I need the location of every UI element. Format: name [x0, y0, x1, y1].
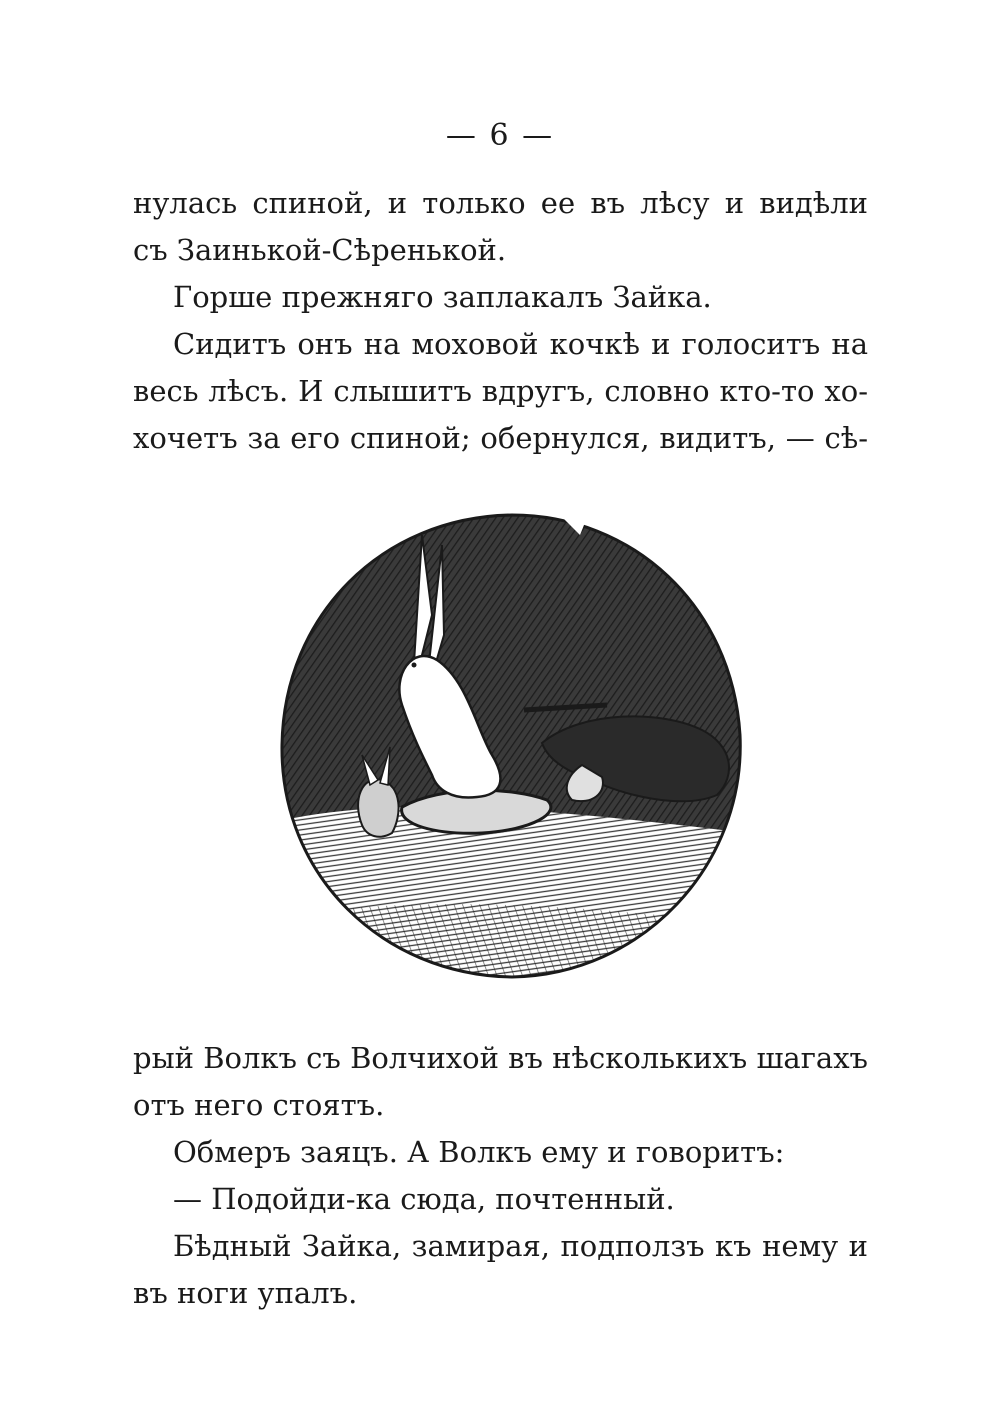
text-line: въ ноги упалъ.	[133, 1276, 358, 1310]
text-line: отъ него стоятъ.	[133, 1088, 385, 1122]
text-line: съ Заинькой-Сѣренькой.	[133, 233, 507, 267]
text-block-bottom	[133, 1035, 868, 1317]
text-line: Бѣдный Зайка, замирая, подползъ къ нему и	[173, 1229, 868, 1263]
page-number: — 6 —	[445, 118, 555, 153]
text-line: Горше прежняго заплакалъ Зайка.	[173, 280, 712, 314]
text-line: Обмеръ заяцъ. А Волкъ ему и говоритъ:	[173, 1135, 785, 1169]
text-line: весь лѣсъ. И слышитъ вдругъ, словно кто-то хо-	[133, 374, 868, 408]
text-line: рый Волкъ съ Волчихой въ нѣсколькихъ шагахъ	[133, 1041, 869, 1075]
text-line: Сидитъ онъ на моховой кочкѣ и голоситъ на	[173, 327, 868, 361]
text-line: нулась спиной, и только ее въ лѣсу и видѣли	[133, 186, 868, 220]
text-line: — Подойди-ка сюда, почтенный.	[173, 1182, 675, 1216]
text-block-top	[133, 180, 868, 462]
text-line: хочетъ за его спиной; обернулся, видитъ, — сѣ-	[133, 421, 868, 455]
hare-and-wolves-illustration	[262, 495, 762, 995]
